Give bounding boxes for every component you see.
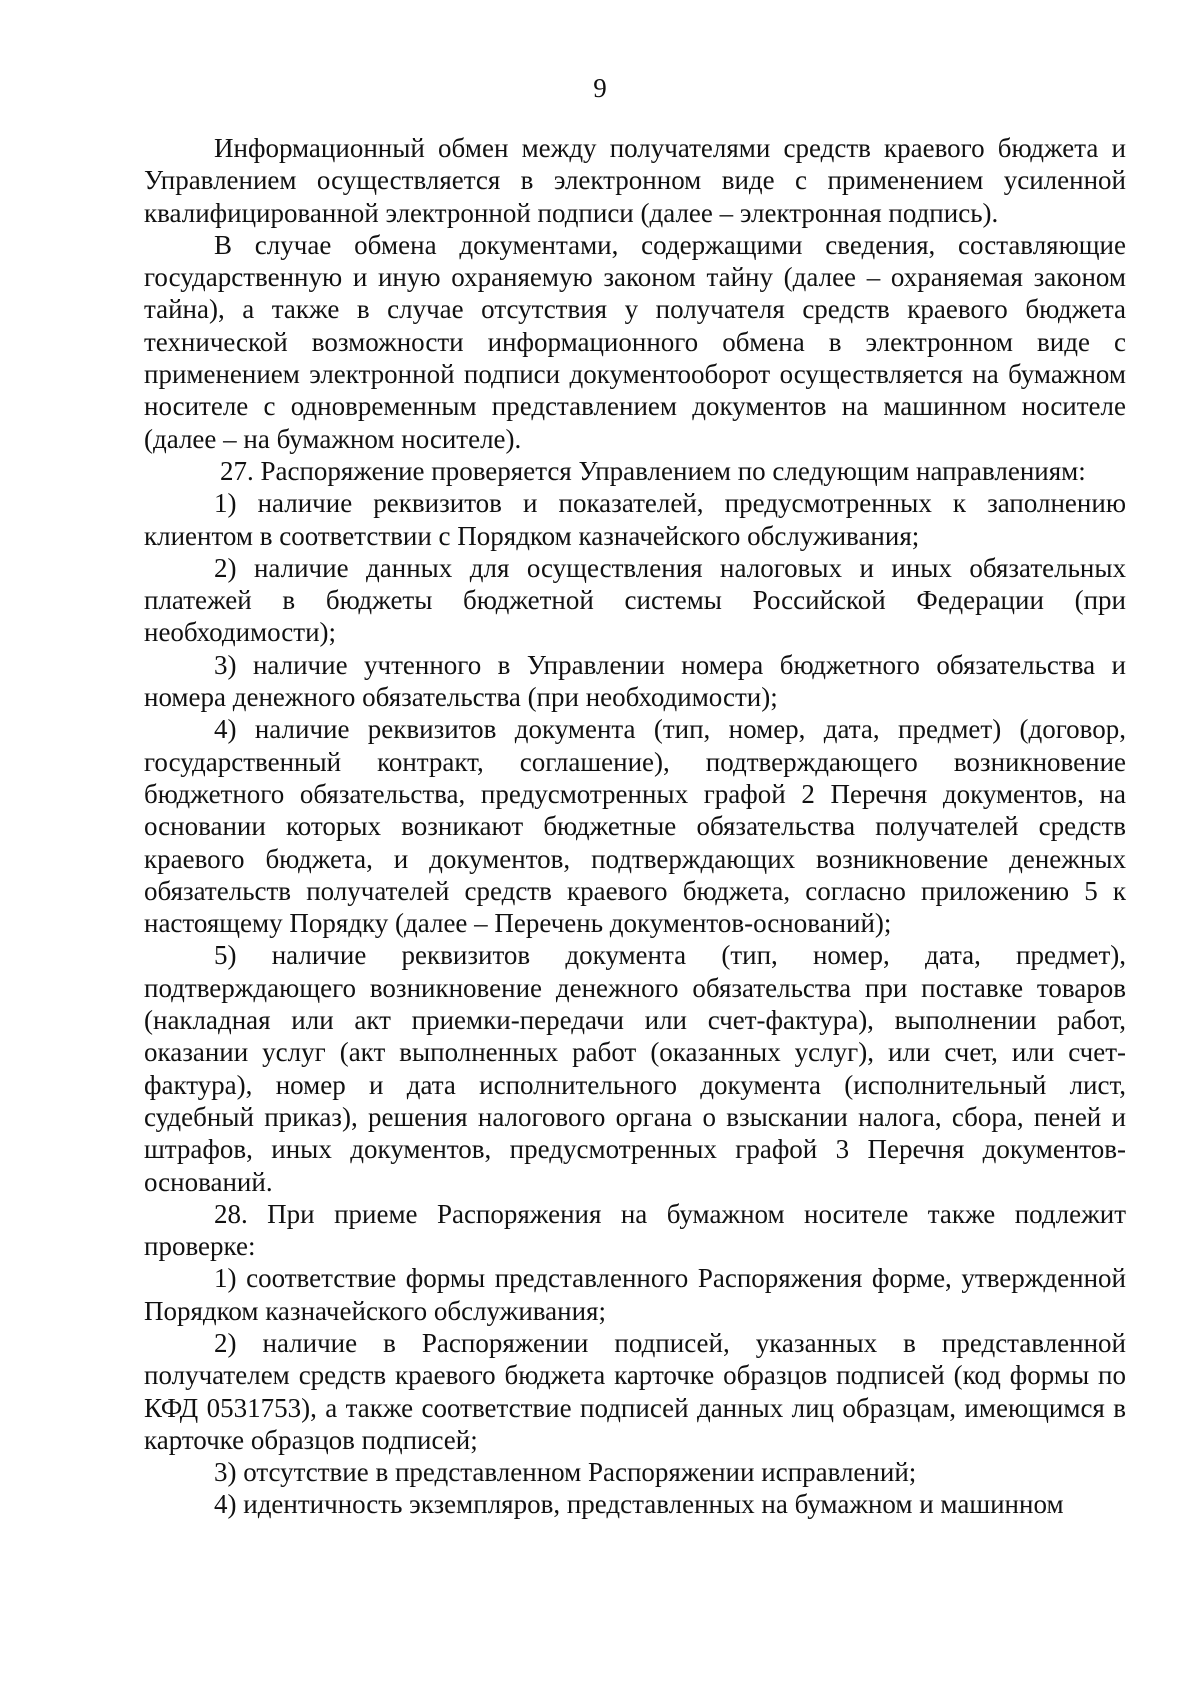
page-number: 9 [593, 73, 607, 103]
paragraph-paper-check-4: 4) идентичность экземпляров, представленных на бумажном и машинном [214, 1489, 1064, 1520]
paragraph-check-3: 3) наличие учтенного в Управлении номера бюджетного обязательства и номера денежного обязательства (при необходимости); [144, 649, 1126, 713]
paragraph-check-5: 5) наличие реквизитов документа (тип, номер, дата, предмет), подтверждающего возникновение денежного обязательства при поставке товаров (накладная или акт приемки-передачи или счет-фактура), выполнении работ, оказании услуг (акт выполненных работ (оказанных услуг), или счет, или счет-фактура), номер и дата исполнительного документа (исполнительный лист, судебный приказ), решения налогового органа о взыскании налога, сбора, пеней и штрафов, иных документов, предусмотренных графой 3 Перечня документов-оснований. [144, 940, 1126, 1197]
paragraph-item-28: 28. При приеме Распоряжения на бумажном носителе также подлежит проверке: [144, 1198, 1126, 1262]
paragraph-check-2: 2) наличие данных для осуществления налоговых и иных обязательных платежей в бюджеты бюджетной системы Российской Федерации (при необходимости); [144, 552, 1126, 648]
paragraph-paper-check-1: 1) соответствие формы представленного Распоряжения форме, утвержденной Порядком казначейского обслуживания; [144, 1263, 1126, 1326]
paragraph-electronic-exchange: Информационный обмен между получателями средств краевого бюджета и Управлением осуществляется в электронном виде с применением усиленной квалифицированной электронной подписи (далее – электронная подпись). [144, 133, 1126, 228]
paragraph-paper-check-2: 2) наличие в Распоряжении подписей, указанных в представленной получателем средств краевого бюджета карточке образцов подписей (код формы по КФД 0531753), а также соответствие подписей данных лиц образцам, имеющимся в карточке образцов подписей; [144, 1327, 1126, 1455]
document-body [144, 132, 1126, 1521]
paragraph-item-27: 27. Распоряжение проверяется Управлением по следующим направлениям: [220, 455, 1086, 486]
paragraph-paper-check-3: 3) отсутствие в представленном Распоряжении исправлений; [214, 1457, 917, 1488]
paragraph-paper-exchange: В случае обмена документами, содержащими сведения, составляющие государственную и иную охраняемую законом тайну (далее – охраняемая законом тайна), а также в случае отсутствия у получателя средств краевого бюджета технической возможности информационного обмена в электронном виде с применением электронной подписи документооборот осуществляется на бумажном носителе с одновременным представлением документов на машинном носителе (далее – на бумажном носителе). [144, 229, 1126, 454]
paragraph-check-4: 4) наличие реквизитов документа (тип, номер, дата, предмет) (договор, государственный контракт, соглашение), подтверждающего возникновение бюджетного обязательства, предусмотренных графой 2 Перечня документов, на основании которых возникают бюджетные обязательства получателей средств краевого бюджета, и документов, подтверждающих возникновение денежных обязательств получателей средств краевого бюджета, согласно приложению 5 к настоящему Порядку (далее – Перечень документов-оснований); [144, 714, 1126, 939]
paragraph-check-1: 1) наличие реквизитов и показателей, предусмотренных к заполнению клиентом в соответствии с Порядком казначейского обслуживания; [144, 488, 1126, 551]
